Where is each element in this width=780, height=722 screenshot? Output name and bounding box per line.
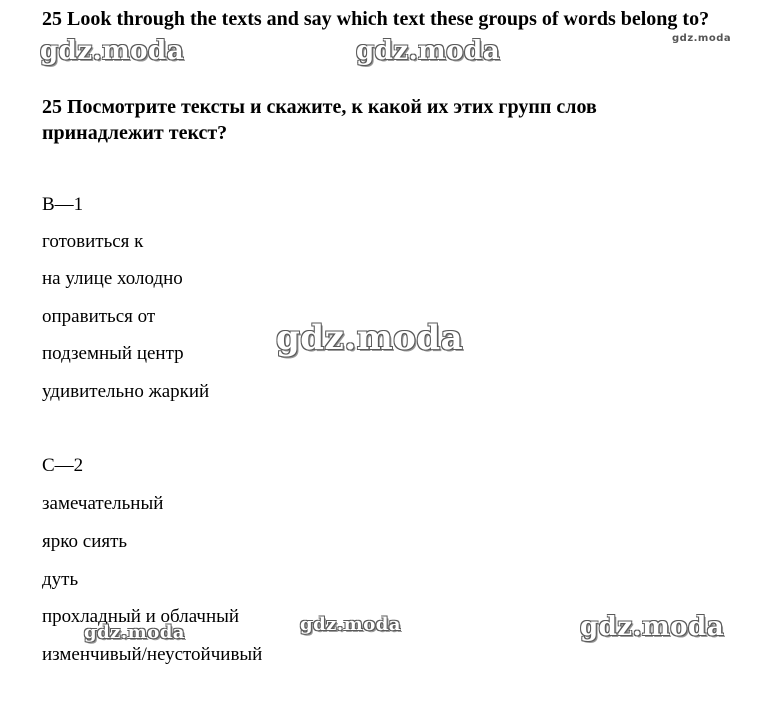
group-c-item: ярко сиять <box>42 531 128 552</box>
group-b-label: B—1 <box>42 194 84 215</box>
group-b-item: оправиться от <box>42 306 156 327</box>
group-c-item: изменчивый/неустойчивый <box>42 644 263 665</box>
watermark: gdz.moda <box>672 33 732 44</box>
russian-heading-line-1: 25 Посмотрите тексты и скажите, к какой их этих групп слов <box>42 96 597 118</box>
group-c-label: C—2 <box>42 455 84 476</box>
group-b-item: на улице холодно <box>42 268 183 289</box>
english-heading: 25 Look through the texts and say which text these groups of words belong to? <box>42 8 710 30</box>
russian-heading-line-2: принадлежит текст? <box>42 122 228 144</box>
watermark: gdz.moda <box>356 36 501 66</box>
watermark: gdz.moda <box>276 318 464 358</box>
group-c-item: прохладный и облачный <box>42 606 240 627</box>
watermark: gdz.moda <box>84 622 185 643</box>
group-b-item: удивительно жаркий <box>42 381 210 402</box>
group-c-item: дуть <box>42 569 79 590</box>
group-c-item: замечательный <box>42 493 164 514</box>
group-b-item: готовиться к <box>42 231 144 252</box>
watermark: gdz.moda <box>580 612 725 642</box>
group-b-item: подземный центр <box>42 343 184 364</box>
watermark: gdz.moda <box>300 614 401 635</box>
watermark: gdz.moda <box>40 36 185 66</box>
